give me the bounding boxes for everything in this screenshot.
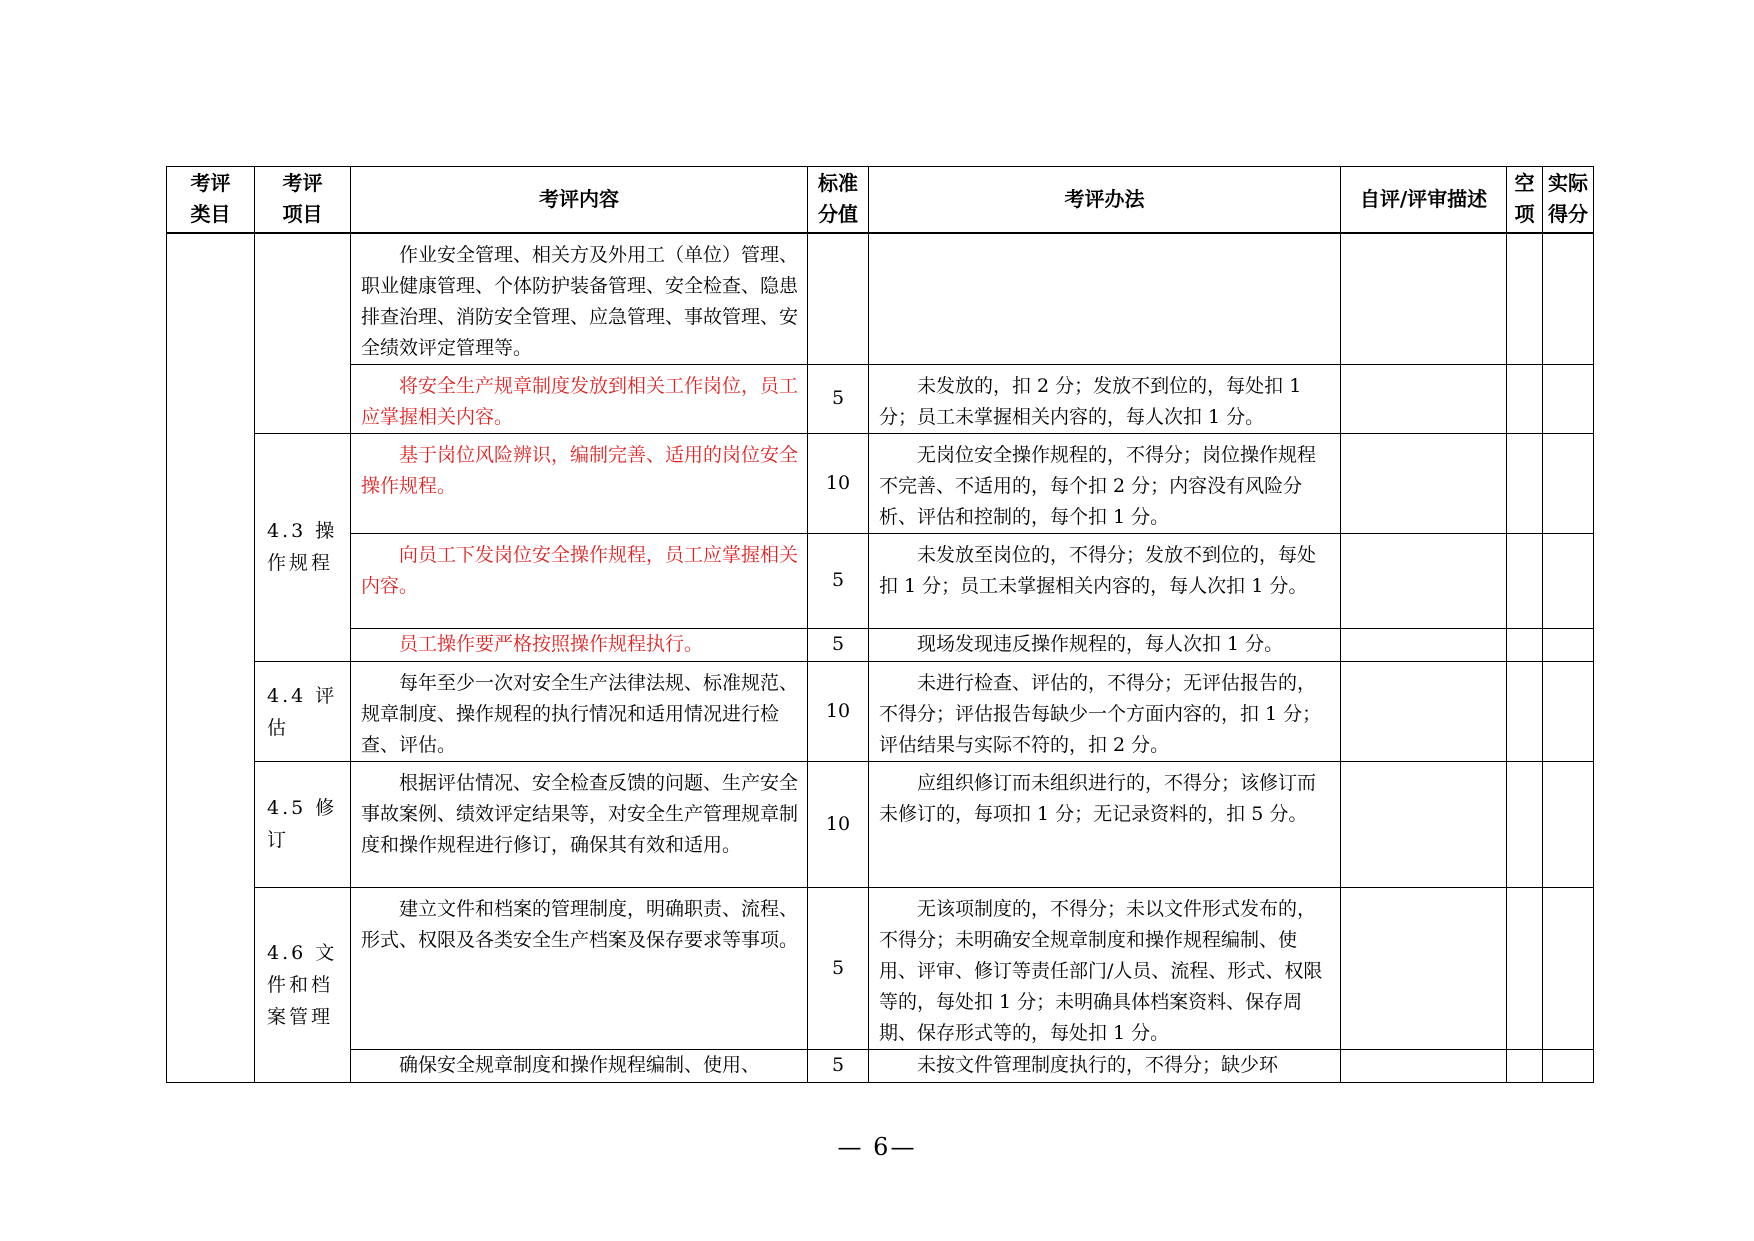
- method-cell: 现场发现违反操作规程的，每人次扣 1 分。: [869, 628, 1341, 661]
- page-number: — 6—: [837, 1133, 917, 1161]
- blank-cell: [1507, 887, 1543, 1049]
- actual-score-cell: [1543, 1049, 1594, 1082]
- table-row: [167, 1049, 1594, 1082]
- content-cell: 基于岗位风险辨识，编制完善、适用的岗位安全操作规程。: [351, 433, 808, 533]
- category-cell: [167, 233, 255, 1083]
- item-cell-assessment: 4.4 评估: [255, 661, 351, 761]
- content-cell: 建立文件和档案的管理制度，明确职责、流程、形式、权限及各类安全生产档案及保存要求等事项。: [351, 887, 808, 1049]
- table-row: [167, 533, 1594, 628]
- method-cell: 未发放的，扣 2 分；发放不到位的，每处扣 1 分；员工未掌握相关内容的，每人次扣 1 分。: [869, 364, 1341, 433]
- score-cell: 5: [808, 1049, 869, 1082]
- table-row: [167, 433, 1594, 533]
- actual-score-cell: [1543, 533, 1594, 628]
- score-cell: 10: [808, 761, 869, 887]
- score-cell: [808, 233, 869, 365]
- header-blank: 空 项: [1507, 167, 1543, 233]
- method-cell: 无该项制度的，不得分；未以文件形式发布的，不得分；未明确安全规章制度和操作规程编制、使用、评审、修订等责任部门/人员、流程、形式、权限等的，每处扣 1 分；未明确具体档案资料、保存周期、保存形式等的，每处扣 1 分。: [869, 887, 1341, 1049]
- blank-cell: [1507, 533, 1543, 628]
- header-actual-score: 实际 得分: [1543, 167, 1594, 233]
- self-eval-cell: [1341, 364, 1507, 433]
- blank-cell: [1507, 661, 1543, 761]
- method-cell: [869, 233, 1341, 365]
- method-cell: 未进行检查、评估的，不得分；无评估报告的，不得分；评估报告每缺少一个方面内容的，扣 1 分；评估结果与实际不符的，扣 2 分。: [869, 661, 1341, 761]
- blank-cell: [1507, 761, 1543, 887]
- content-cell: 员工操作要严格按照操作规程执行。: [351, 628, 808, 661]
- actual-score-cell: [1543, 628, 1594, 661]
- self-eval-cell: [1341, 233, 1507, 365]
- header-self-eval: 自评/评审描述: [1341, 167, 1507, 233]
- self-eval-cell: [1341, 628, 1507, 661]
- self-eval-cell: [1341, 1049, 1507, 1082]
- blank-cell: [1507, 433, 1543, 533]
- score-cell: 5: [808, 364, 869, 433]
- self-eval-cell: [1341, 433, 1507, 533]
- actual-score-cell: [1543, 433, 1594, 533]
- blank-cell: [1507, 1049, 1543, 1082]
- table-row: [167, 233, 1594, 365]
- content-cell: 每年至少一次对安全生产法律法规、标准规范、规章制度、操作规程的执行情况和适用情况进行检查、评估。: [351, 661, 808, 761]
- score-cell: 5: [808, 533, 869, 628]
- item-cell-operating-procedures: 4.3 操作规程: [255, 433, 351, 661]
- header-score: 标准 分值: [808, 167, 869, 233]
- item-cell-document-archive: 4.6 文件和档案管理: [255, 887, 351, 1082]
- actual-score-cell: [1543, 661, 1594, 761]
- content-cell: 作业安全管理、相关方及外用工（单位）管理、职业健康管理、个体防护装备管理、安全检查、隐患排查治理、消防安全管理、应急管理、事故管理、安全绩效评定管理等。: [351, 233, 808, 365]
- score-cell: 10: [808, 661, 869, 761]
- self-eval-cell: [1341, 761, 1507, 887]
- content-cell: 根据评估情况、安全检查反馈的问题、生产安全事故案例、绩效评定结果等，对安全生产管理规章制度和操作规程进行修订，确保其有效和适用。: [351, 761, 808, 887]
- score-cell: 10: [808, 433, 869, 533]
- method-cell: 未按文件管理制度执行的，不得分；缺少环: [869, 1049, 1341, 1082]
- content-cell: 向员工下发岗位安全操作规程，员工应掌握相关内容。: [351, 533, 808, 628]
- content-cell: 将安全生产规章制度发放到相关工作岗位，员工应掌握相关内容。: [351, 364, 808, 433]
- actual-score-cell: [1543, 761, 1594, 887]
- header-content: 考评内容: [351, 167, 808, 233]
- item-cell-revision: 4.5 修订: [255, 761, 351, 887]
- self-eval-cell: [1341, 887, 1507, 1049]
- blank-cell: [1507, 233, 1543, 365]
- table-row: [167, 761, 1594, 887]
- table-row: [167, 661, 1594, 761]
- score-cell: 5: [808, 887, 869, 1049]
- blank-cell: [1507, 628, 1543, 661]
- self-eval-cell: [1341, 661, 1507, 761]
- header-category: 考评 类目: [167, 167, 255, 233]
- table-row: [167, 887, 1594, 1049]
- header-item: 考评 项目: [255, 167, 351, 233]
- table-row: [167, 364, 1594, 433]
- actual-score-cell: [1543, 233, 1594, 365]
- evaluation-table: [166, 166, 1594, 1083]
- content-cell: 确保安全规章制度和操作规程编制、使用、: [351, 1049, 808, 1082]
- blank-cell: [1507, 364, 1543, 433]
- method-cell: 无岗位安全操作规程的，不得分；岗位操作规程不完善、不适用的，每个扣 2 分；内容没有风险分析、评估和控制的，每个扣 1 分。: [869, 433, 1341, 533]
- item-cell: [255, 233, 351, 434]
- table-row: [167, 628, 1594, 661]
- method-cell: 应组织修订而未组织进行的，不得分；该修订而未修订的，每项扣 1 分；无记录资料的，扣 5 分。: [869, 761, 1341, 887]
- method-cell: 未发放至岗位的，不得分；发放不到位的，每处扣 1 分；员工未掌握相关内容的，每人次扣 1 分。: [869, 533, 1341, 628]
- actual-score-cell: [1543, 887, 1594, 1049]
- header-method: 考评办法: [869, 167, 1341, 233]
- actual-score-cell: [1543, 364, 1594, 433]
- score-cell: 5: [808, 628, 869, 661]
- self-eval-cell: [1341, 533, 1507, 628]
- table-header-row: [167, 167, 1594, 233]
